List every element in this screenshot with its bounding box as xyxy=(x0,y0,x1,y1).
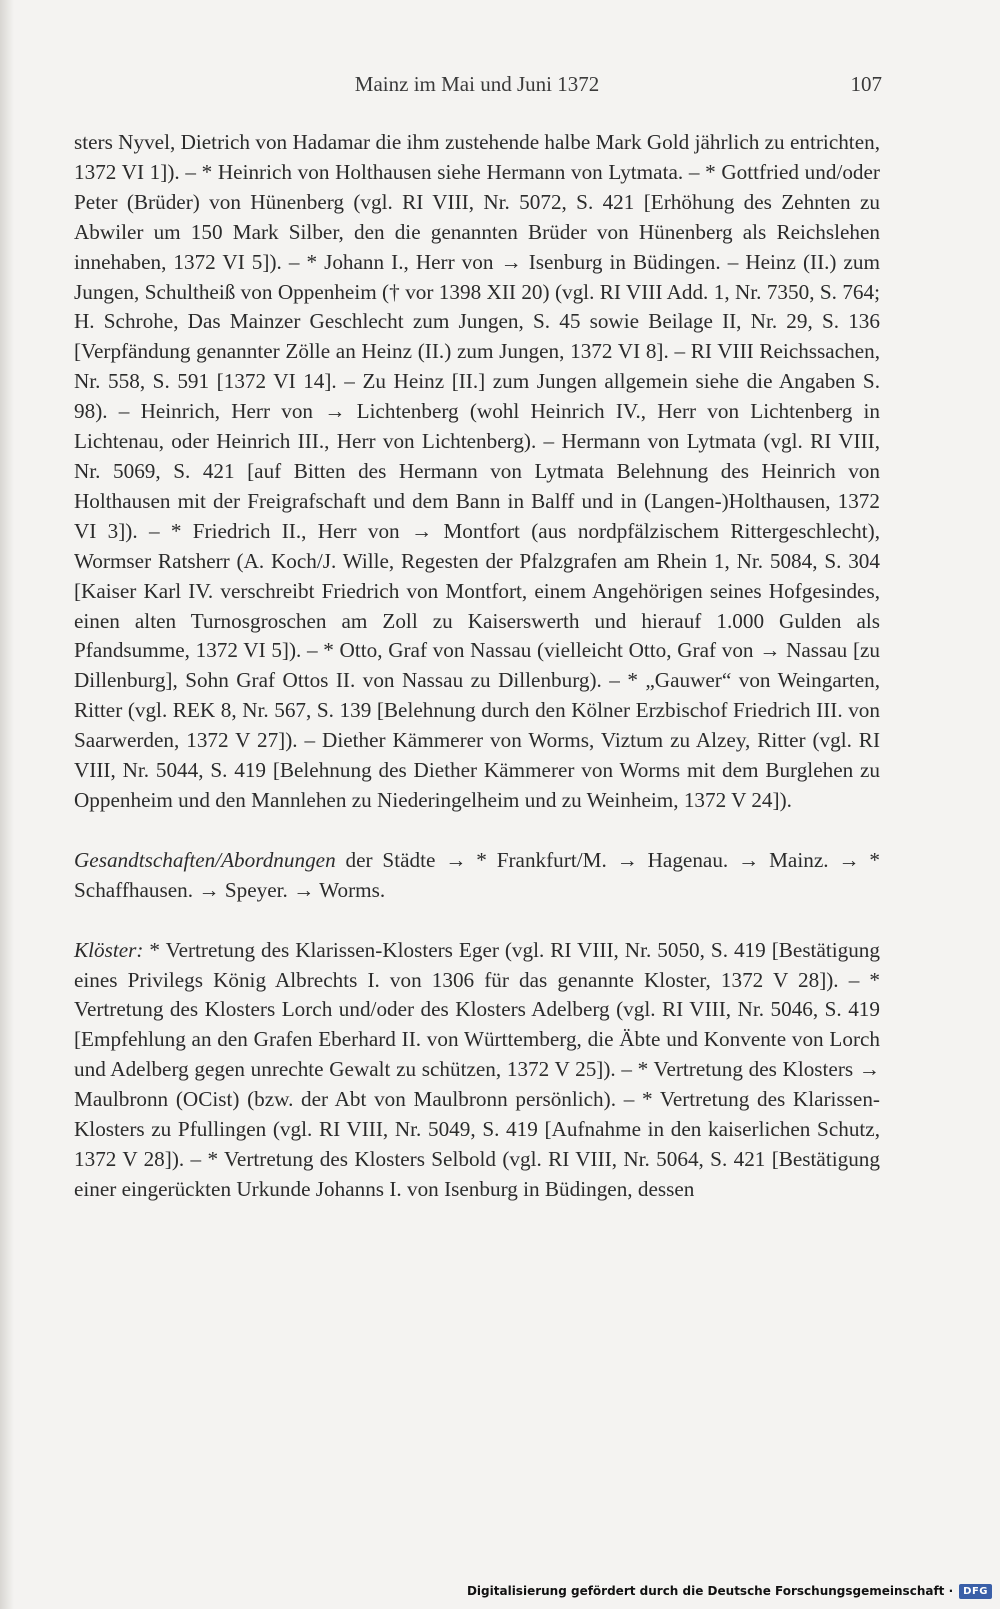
paragraph-embassies xyxy=(74,846,880,906)
paragraph-text: der Städte → * Frankfurt/M. → Hagenau. → Mainz. → * Schaffhausen. → Speyer. → Worms. xyxy=(74,847,880,902)
paragraph-text: * Vertretung des Klarissen-Klosters Eger (vgl. RI VIII, Nr. 5050, S. 419 [Bestätigung eines Privilegs König Albrechts I. von 1306 für das genannte Kloster, 1372 V 28]). – * Vertretung des Klosters Lorch und/oder des Klosters Adelberg (vgl. RI VIII, Nr. 5046, S. 419 [Empfehlung an den Grafen Eberhard II. von Württemberg, die Äbte und Konvente von Lorch und Adelberg gegen unrechte Gewalt zu schützen, 1372 V 25]). – * Vertretung des Klosters → Maulbronn (OCist) (bzw. der Abt von Maulbronn persönlich). – * Vertretung des Klarissen-Klosters zu Pfullingen (vgl. RI VIII, Nr. 5049, S. 419 [Aufnahme in den kaiserlichen Schutz, 1372 V 28]). – * Vertretung des Klosters Selbold (vgl. RI VIII, Nr. 5064, S. 421 [Bestätigung einer eingerückten Urkunde Johanns I. von Isenburg in Büdingen, dessen xyxy=(74,937,880,1201)
dfg-logo: DFG xyxy=(959,1584,992,1599)
paragraph-label: Klöster: xyxy=(74,937,144,962)
page-edge xyxy=(0,0,14,1609)
paragraph-persons xyxy=(74,128,880,816)
footer-credit: Digitalisierung gefördert durch die Deutsche Forschungsgemeinschaft · xyxy=(466,1584,954,1598)
page-number: 107 xyxy=(850,72,882,96)
text-block xyxy=(74,128,880,1205)
running-title: Mainz im Mai und Juni 1372 xyxy=(354,72,600,96)
paragraph-monasteries xyxy=(74,936,880,1205)
digitization-footer xyxy=(467,1581,992,1601)
paragraph-text: sters Nyvel, Dietrich von Hadamar die ihm zustehende halbe Mark Gold jährlich zu entrichten, 1372 VI 1]). – * Heinrich von Holthausen siehe Hermann von Lytmata. – * Gottfried und/oder Peter (Brüder) von Hünenberg (vgl. RI VIII, Nr. 5072, S. 421 [Erhöhung des Zehnten zu Abwiler um 150 Mark Silber, den die genannten Brüder von Hünenberg als Reichslehen innehaben, 1372 VI 5]). – * Johann I., Herr von → Isenburg in Büdingen. – Heinz (II.) zum Jungen, Schultheiß von Oppenheim († vor 1398 XII 20) (vgl. RI VIII Add. 1, Nr. 7350, S. 764; H. Schrohe, Das Mainzer Geschlecht zum Jungen, S. 45 sowie Beilage II, Nr. 29, S. 136 [Verpfändung genannter Zölle an Heinz (II.) zum Jungen, 1372 VI 8]. – RI VIII Reichssachen, Nr. 558, S. 591 [1372 VI 14]. – Zu Heinz [II.] zum Jungen allgemein siehe die Angaben S. 98). – Heinrich, Herr von → Lichtenberg (wohl Heinrich IV., Herr von Lichtenberg in Lichtenau, oder Heinrich III., Herr von Lichtenberg). – Hermann von Lytmata (vgl. RI VIII, Nr. 5069, S. 421 [auf Bitten des Hermann von Lytmata Belehnung des Heinrich von Holthausen mit der Freigrafschaft und dem Bann in Balff und in (Langen-)Holthausen, 1372 VI 3]). – * Friedrich II., Herr von → Montfort (aus nordpfälzischem Rittergeschlecht), Wormser Ratsherr (A. Koch/J. Wille, Regesten der Pfalzgrafen am Rhein 1, Nr. 5084, S. 304 [Kaiser Karl IV. verschreibt Friedrich von Montfort, einem Angehörigen seines Hofgesindes, einen alten Turnosgroschen am Zoll zu Kaiserswerth und hierauf 1.000 Gulden als Pfandsumme, 1372 VI 5]). – * Otto, Graf von Nassau (vielleicht Otto, Graf von → Nassau [zu Dillenburg], Sohn Graf Ottos II. von Nassau zu Dillenburg). – * „Gauwer“ von Weingarten, Ritter (vgl. REK 8, Nr. 567, S. 139 [Belehnung durch den Kölner Erzbischof Friedrich III. von Saarwerden, 1372 V 27]). – Diether Kämmerer von Worms, Viztum zu Alzey, Ritter (vgl. RI VIII, Nr. 5044, S. 419 [Belehnung des Diether Kämmerer von Worms mit dem Burglehen zu Oppenheim und den Mannlehen zu Niederingelheim und zu Weinheim, 1372 V 24]). xyxy=(74,130,880,812)
paragraph-label: Gesandtschaften/Abordnungen xyxy=(74,847,336,872)
running-head xyxy=(72,72,882,104)
